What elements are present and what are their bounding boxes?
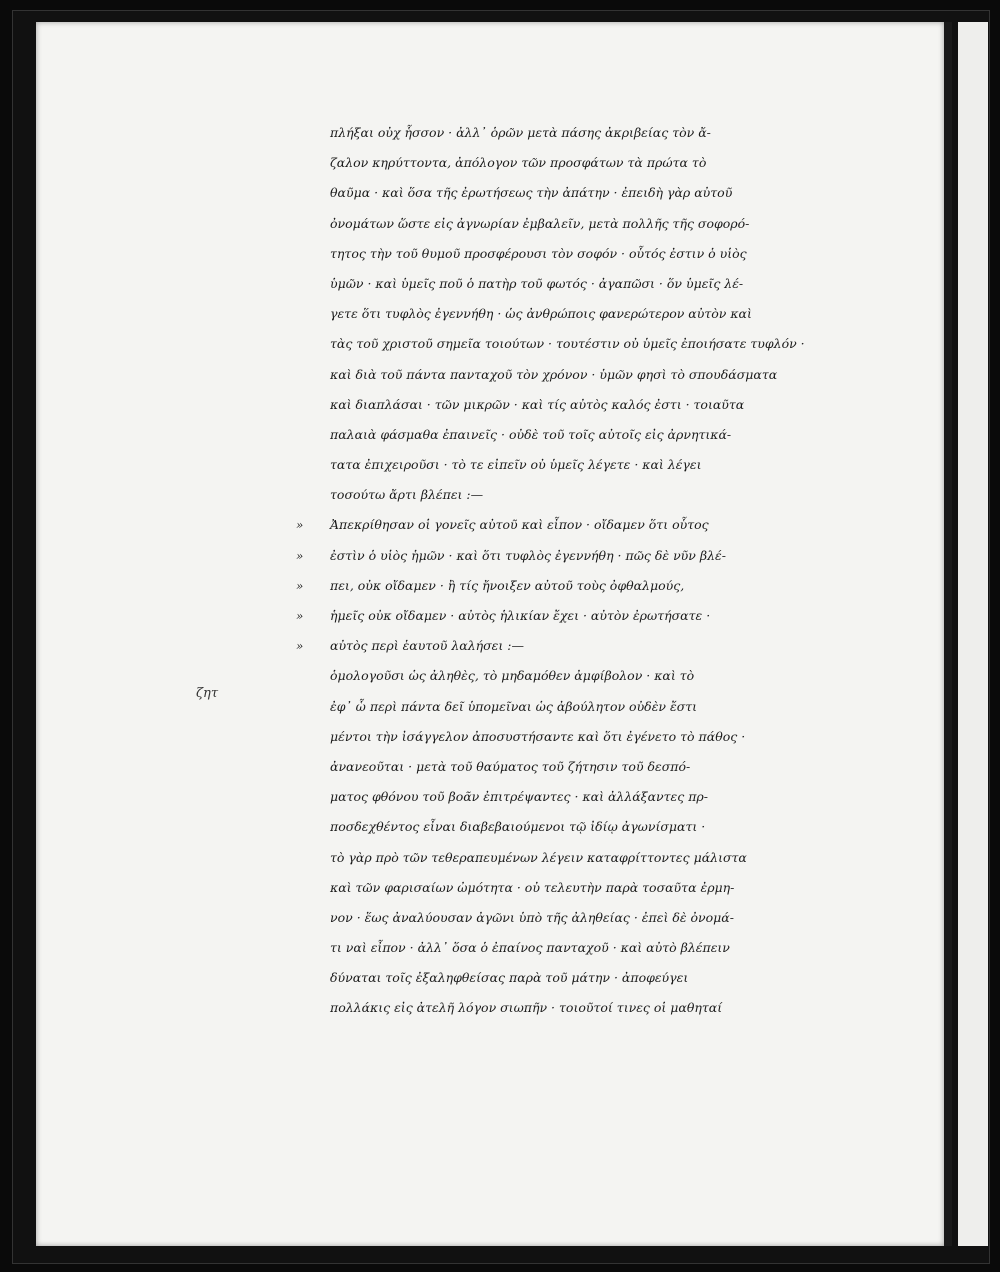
manuscript-line [296,541,836,571]
manuscript-line [296,118,836,148]
manuscript-line [296,692,836,722]
line-text: πλήξαι οὐχ ἧσσον · ἀλλ᾽ ὁρῶν μετὰ πάσης ἀκριβείας τὸν ἄ- [330,125,711,140]
manuscript-line [296,631,836,661]
quotation-marker: » [296,639,304,654]
line-text: νον · ἕως ἀναλύουσαν ἀγῶνι ὑπὸ τῆς ἀληθείας · ἐπεὶ δὲ ὀνομά- [330,909,734,925]
line-text: θαῦμα · καὶ ὅσα τῆς ἐρωτήσεως τὴν ἀπάτην · ἐπειδὴ γὰρ αὐτοῦ [330,185,733,201]
manuscript-text-block [296,118,836,1024]
manuscript-line [296,178,836,208]
manuscript-line [296,812,836,842]
quotation-marker: » [296,548,304,563]
line-text: Ἀπεκρίθησαν οἱ γονεῖς αὐτοῦ καὶ εἶπον · οἴδαμεν ὅτι οὗτος [330,517,709,533]
manuscript-line [296,933,836,963]
line-text: τητος τὴν τοῦ θυμοῦ προσφέρουσι τὸν σοφόν · οὗτός ἐστιν ὁ υἱὸς [330,245,747,261]
manuscript-line [296,782,836,812]
line-text: μέντοι τὴν ἰσάγγελον ἀποσυστήσαντε καὶ ὅτι ἐγένετο τὸ πάθος · [330,728,746,744]
manuscript-line [296,873,836,903]
line-text: πει, οὐκ οἴδαμεν · ἢ τίς ἤνοιξεν αὐτοῦ τοὺς ὀφθαλμούς, [330,577,685,593]
line-text: δύναται τοῖς ἐξαληφθείσας παρὰ τοῦ μάτην · ἀποφεύγει [330,970,689,986]
manuscript-line [296,722,836,752]
line-text: τὰς τοῦ χριστοῦ σημεῖα τοιούτων · τουτέστιν οὐ ὑμεῖς ἐποιήσατε τυφλόν · [330,336,805,352]
line-text: ζαλον κηρύττοντα, ἀπόλογον τῶν προσφάτων τὰ πρώτα τὸ [330,155,707,171]
adjacent-page-edge [958,22,988,1246]
line-text: τὸ γὰρ πρὸ τῶν τεθεραπευμένων λέγειν καταφρίττοντες μάλιστα [330,849,747,865]
quotation-marker: » [296,578,304,593]
manuscript-line [296,661,836,691]
line-text: ὁμολογοῦσι ὡς ἀληθὲς, τὸ μηδαμόθεν ἀμφίβολον · καὶ τὸ [330,668,695,684]
manuscript-line [296,601,836,631]
manuscript-line [296,420,836,450]
manuscript-line [296,903,836,933]
line-text: αὐτὸς περὶ ἑαυτοῦ λαλήσει :— [330,638,524,654]
line-text: ἐστὶν ὁ υἱὸς ἡμῶν · καὶ ὅτι τυφλὸς ἐγεννήθη · πῶς δὲ νῦν βλέ- [330,547,726,563]
line-text: καὶ διαπλάσαι · τῶν μικρῶν · καὶ τίς αὐτὸς καλός ἐστι · τοιαῦτα [330,396,745,412]
manuscript-line [296,843,836,873]
line-text: ἀνανεοῦται · μετὰ τοῦ θαύματος τοῦ ζήτησιν τοῦ δεσπό- [330,758,691,774]
line-text: καὶ διὰ τοῦ πάντα πανταχοῦ τὸν χρόνον · ὑμῶν φησὶ τὸ σπουδάσματα [330,366,778,382]
line-text: τοσούτω ἄρτι βλέπει :— [330,487,484,503]
line-text: γετε ὅτι τυφλὸς ἐγεννήθη · ὡς ἀνθρώποις φανερώτερον αὐτὸν καὶ [330,306,752,322]
manuscript-line [296,993,836,1023]
manuscript-line [296,510,836,540]
manuscript-line [296,239,836,269]
line-text: τατα ἐπιχειροῦσι · τὸ τε εἰπεῖν οὐ ὑμεῖς λέγετε · καὶ λέγει [330,457,702,473]
quotation-marker: » [296,518,304,533]
line-text: ποσδεχθέντος εἶναι διαβεβαιούμενοι τῷ ἰδίῳ ἀγωνίσματι · [330,819,706,835]
manuscript-line [296,148,836,178]
line-text: ματος φθόνου τοῦ βοᾶν ἐπιτρέψαντες · καὶ ἀλλάξαντες πρ- [330,789,708,805]
page-gutter [944,22,952,1246]
quotation-marker: » [296,609,304,623]
manuscript-line [296,209,836,239]
manuscript-line [296,480,836,510]
manuscript-line [296,752,836,782]
manuscript-line [296,269,836,299]
line-text: ὀνομάτων ὥστε εἰς ἀγνωρίαν ἐμβαλεῖν, μετὰ πολλῆς τῆς σοφορό- [330,215,750,231]
line-text: ἐφ᾽ ὧ περὶ πάντα δεῖ ὑπομεῖναι ὡς ἀβούλητον οὐδὲν ἔστι [330,698,698,714]
manuscript-line [296,963,836,993]
manuscript-line [296,360,836,390]
line-text: παλαιὰ φάσμαθα ἐπαινεῖς · οὐδὲ τοῦ τοῖς αὐτοῖς εἰς ἀρνητικά- [330,426,732,442]
line-text: τι ναὶ εἶπον · ἀλλ᾽ ὅσα ὁ ἐπαίνος πανταχοῦ · καὶ αὐτὸ βλέπειν [330,940,730,956]
margin-note: ζητ [196,686,219,701]
manuscript-line [296,299,836,329]
manuscript-line [296,390,836,420]
manuscript-line [296,571,836,601]
manuscript-line [296,329,836,359]
manuscript-line [296,450,836,480]
line-text: πολλάκις εἰς ἀτελῆ λόγον σιωπῆν · τοιοῦτοί τινες οἱ μαθηταί [330,1000,723,1016]
line-text: ὑμῶν · καὶ ὑμεῖς ποῦ ὁ πατὴρ τοῦ φωτός · ἀγαπῶσι · ὅν ὑμεῖς λέ- [330,275,744,291]
line-text: ἡμεῖς οὐκ οἴδαμεν · αὐτὸς ἡλικίαν ἔχει · αὐτὸν ἐρωτήσατε · [330,608,711,623]
line-text: καὶ τῶν φαρισαίων ὠμότητα · οὐ τελευτὴν παρὰ τοσαῦτα ἐρμη- [330,879,735,895]
